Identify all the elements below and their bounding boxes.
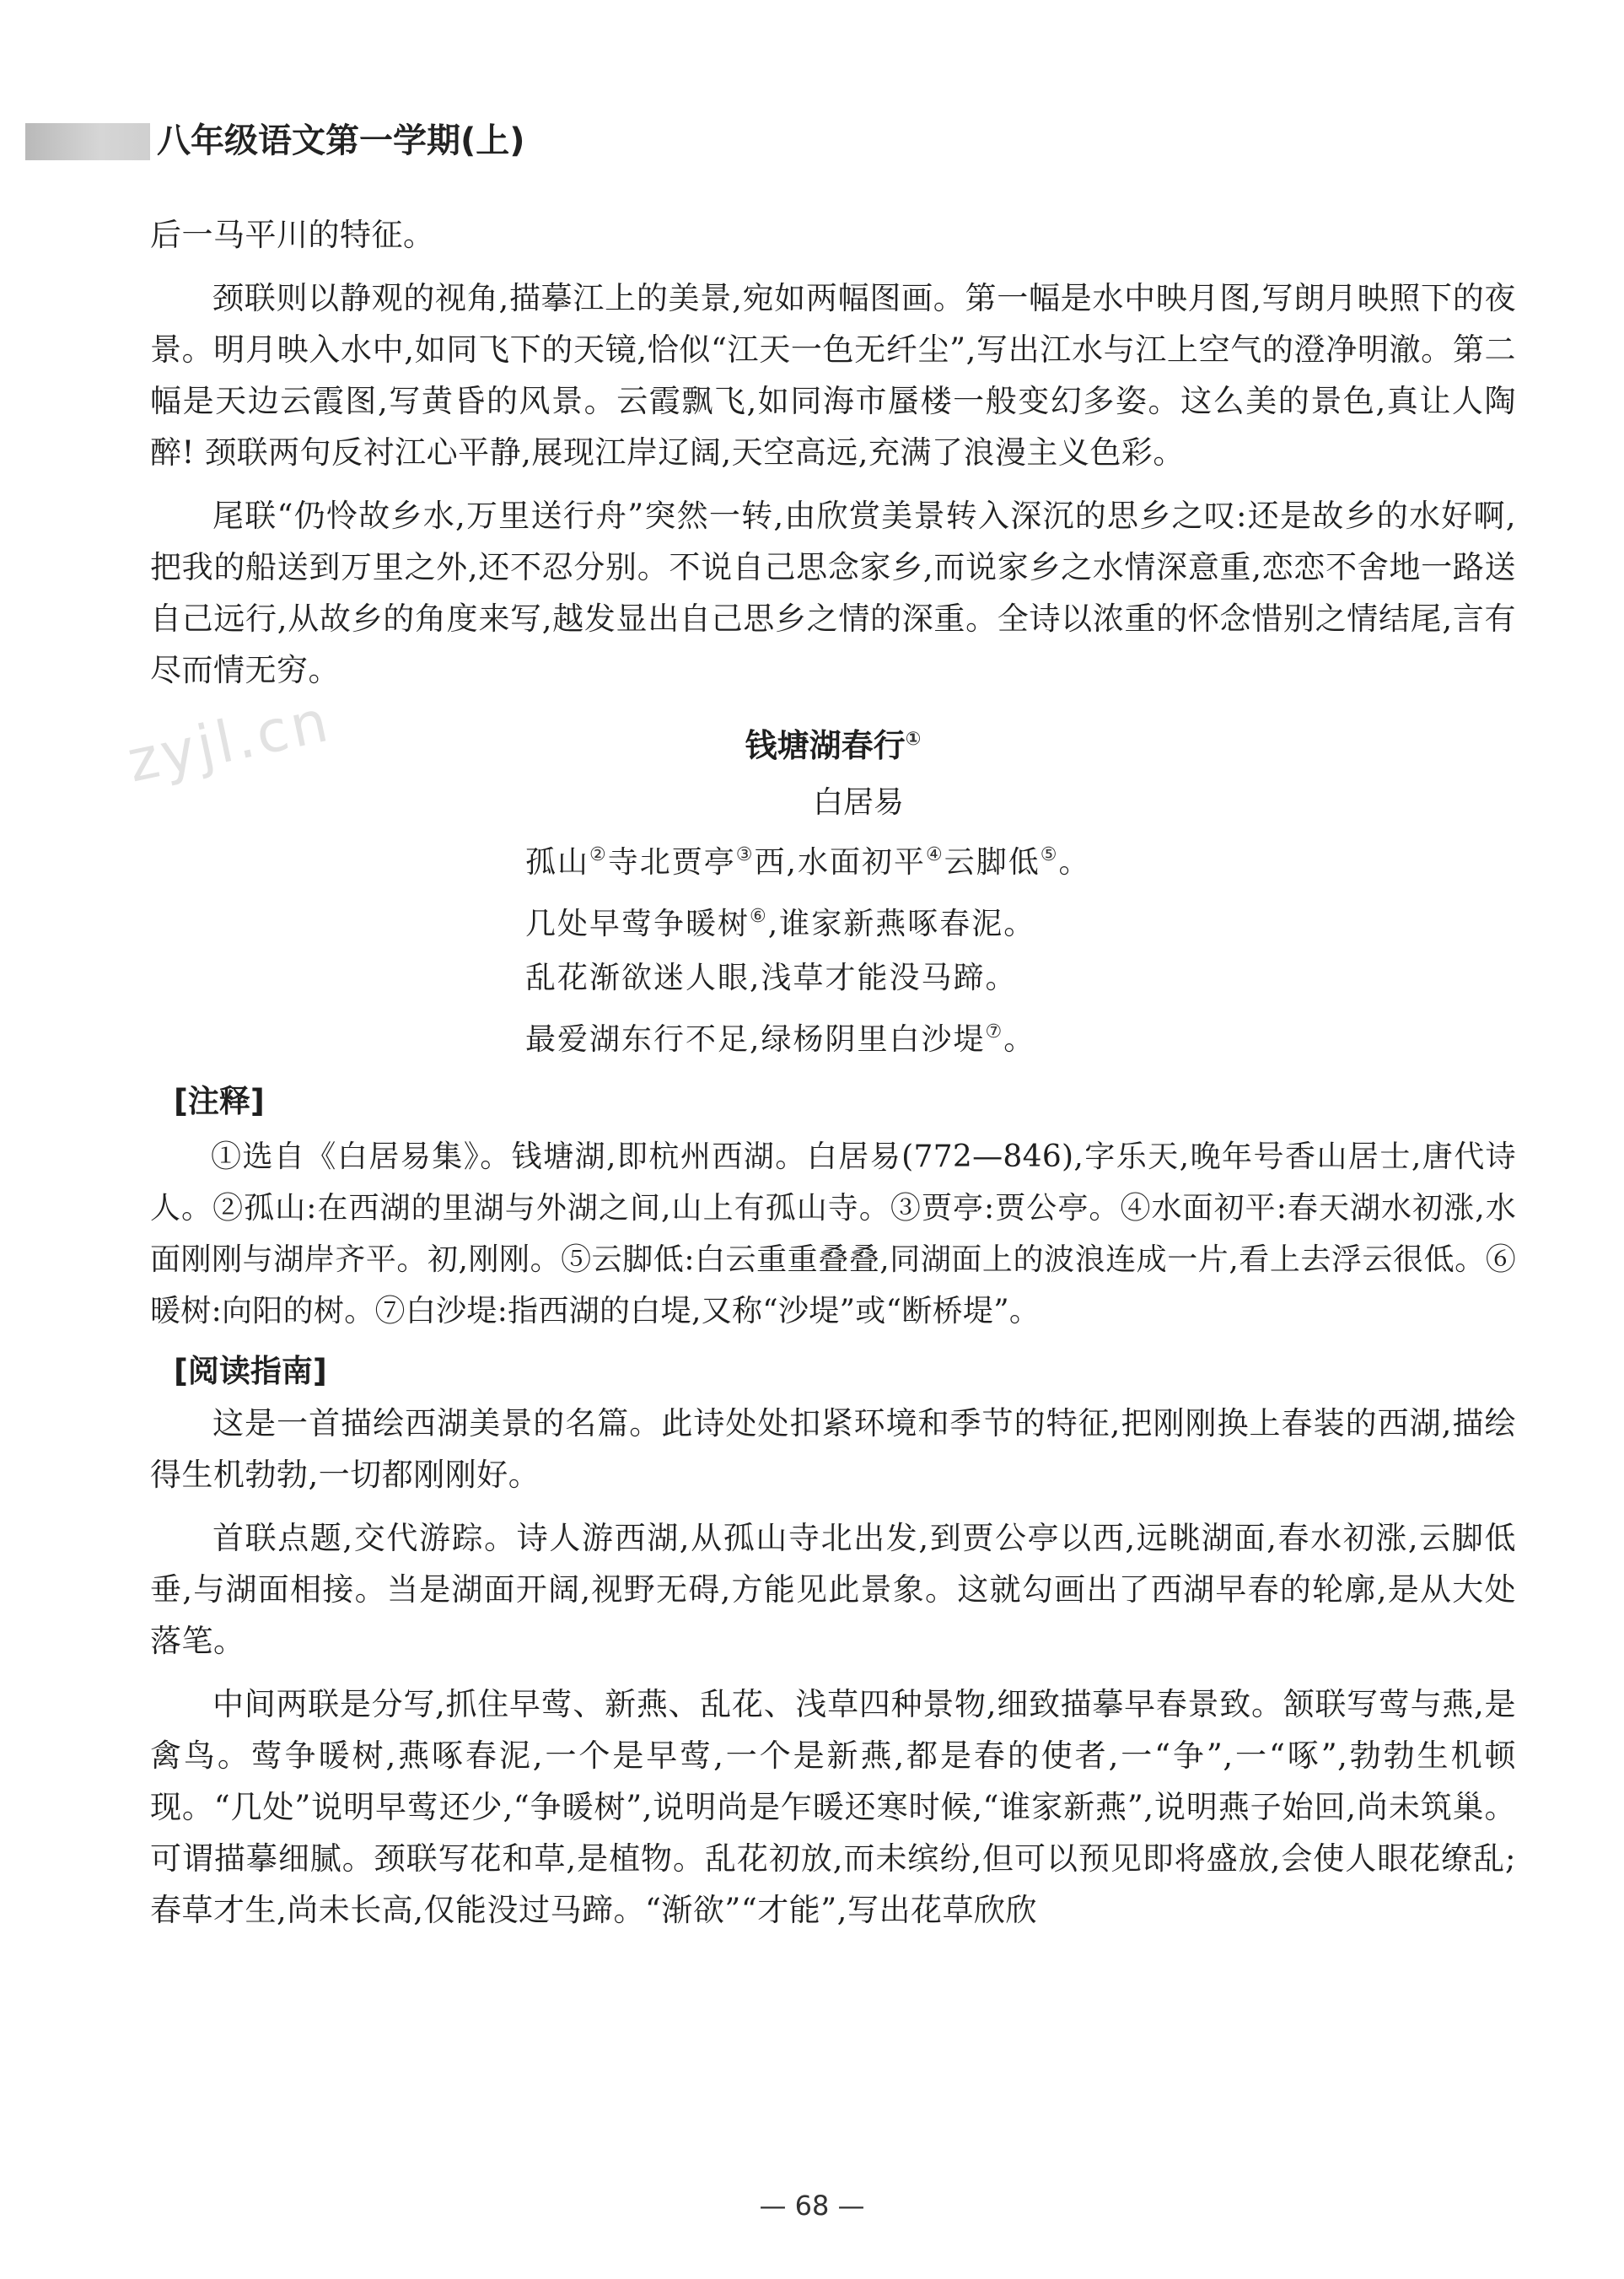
notes-text: ①选自《白居易集》。钱塘湖,即杭州西湖。白居易(772—846),字乐天,晚年号香山居士,唐代诗人。②孤山:在西湖的里湖与外湖之间,山上有孤山寺。③贾亭:贾公亭。④水面初平:春天湖水初涨,水面刚刚与湖岸齐平。初,刚刚。⑤云脚低:白云重重叠叠,同湖面上的波浪连成一片,看上去浮云很低。⑥暖树:向阳的树。⑦白沙堤:指西湖的白堤,又称“沙堤”或“断桥堤”。 [150,1140,1516,1328]
poem-text: 孤山 [525,845,590,880]
footnote-marker: ① [905,729,922,750]
poem-title-text: 钱塘湖春行 [745,727,906,764]
poem-text: 西,水面初平 [754,845,926,880]
guide-paragraph: 首联点题,交代游踪。诗人游西湖,从孤山寺北出发,到贾公亭以西,远眺湖面,春水初涨,云脚低垂,与湖面相接。当是湖面开阔,视野无碍,方能见此景象。这就勾画出了西湖早春的轮廓,是从大处落笔。 [150,1520,1516,1659]
header-title: 八年级语文第一学期(上) [157,121,525,160]
poem-title [150,714,1516,771]
poem-text: 最爱湖东行不足,绿杨阴里白沙堤 [525,1022,986,1057]
footnote-marker: ④ [925,844,944,865]
footnote-marker: ⑥ [750,906,768,927]
header-decor-bar [25,123,150,160]
watermark: zyjl.cn [121,687,337,796]
guide-heading: [阅读指南] [174,1353,327,1389]
footnote-marker: ⑦ [985,1021,1004,1043]
poem-line [525,890,1516,951]
paragraph: 尾联“仍怜故乡水,万里送行舟”突然一转,由欣赏美景转入深沉的思乡之叹:还是故乡的水好啊,把我的船送到万里之外,还不忍分别。不说自己思念家乡,而说家乡之水情深意重,恋恋不舍地一路送自己远行,从故乡的角度来写,越发显出自己思乡之情的深重。全诗以浓重的怀念惜别之情结尾,言有尽而情无穷。 [150,498,1516,688]
guide-paragraph: 中间两联是分写,抓住早莺、新燕、乱花、浅草四种景物,细致描摹早春景致。颔联写莺与燕,是禽鸟。莺争暖树,燕啄春泥,一个是早莺,一个是新燕,都是春的使者,一“争”,一“啄”,勃勃生机顿现。“几处”说明早莺还少,“争暖树”,说明尚是乍暖还寒时候,“谁家新燕”,说明燕子始回,尚未筑巢。可谓描摹细腻。颈联写花和草,是植物。乱花初放,而未缤纷,但可以预见即将盛放,会使人眼花缭乱;春草才生,尚未长高,仅能没过马蹄。“渐欲”“才能”,写出花草欣欣 [150,1686,1516,1928]
paragraph: 颈联则以静观的视角,描摹江上的美景,宛如两幅图画。第一幅是水中映月图,写朗月映照下的夜景。明月映入水中,如同飞下的天镜,恰似“江天一色无纤尘”,写出江水与江上空气的澄净明澈。第二幅是天边云霞图,写黄昏的风景。云霞飘飞,如同海市蜃楼一般变幻多姿。这么美的景色,真让人陶醉! 颈联两句反衬江心平静,展现江岸辽阔,天空高远,充满了浪漫主义色彩。 [150,280,1516,471]
poem-text: 。 [1003,1022,1036,1057]
paragraph: 后一马平川的特征。 [150,217,435,253]
page-number: — 68 — [759,2190,865,2222]
footnote-marker: ⑤ [1040,844,1059,865]
poem-text: 。 [1058,845,1091,880]
poem-text: 云脚低 [944,845,1041,880]
guide-paragraph: 这是一首描绘西湖美景的名篇。此诗处处扣紧环境和季节的特征,把刚刚换上春装的西湖,描绘得生机勃勃,一切都刚刚好。 [150,1405,1516,1493]
poem-line [525,951,1516,1005]
page-header [25,118,784,164]
page-content [150,209,1516,1936]
poem-text: 寺北贾亭 [607,845,736,880]
notes-heading: [注释] [174,1083,265,1119]
poem-line [525,1005,1516,1067]
poem-line [525,828,1516,890]
poem-text: 乱花渐欲迷人眼,浅草才能没马蹄。 [525,961,1018,995]
poem-text: ,谁家新燕啄春泥。 [767,907,1036,941]
poem-body [525,828,1516,1067]
footnote-marker: ③ [735,844,755,865]
poem-text: 几处早莺争暖树 [525,907,750,941]
poem-author: 白居易 [812,785,904,820]
footnote-marker: ② [589,844,608,865]
